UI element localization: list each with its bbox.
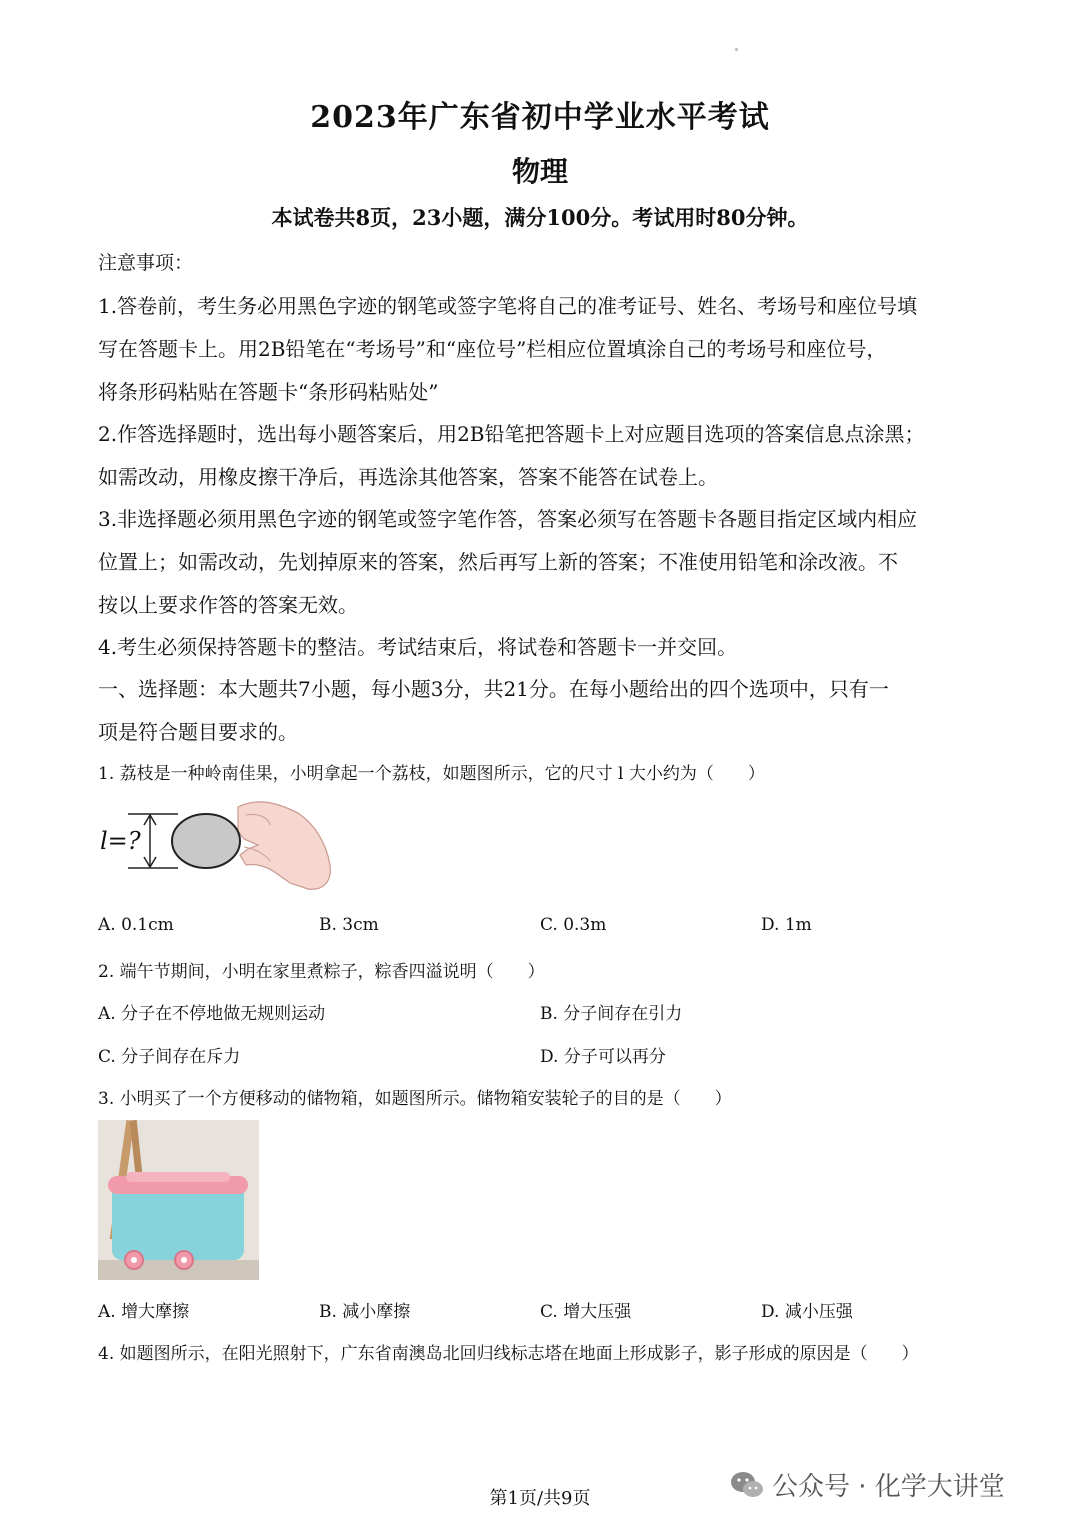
notice-line: 按以上要求作答的答案无效。: [98, 593, 358, 617]
watermark-text: 公众号 · 化学大讲堂: [772, 1472, 1005, 1502]
q2-option-c[interactable]: C. 分子间存在斥力: [98, 1047, 241, 1067]
section-heading-cont: 项是符合题目要求的。: [98, 720, 298, 744]
section-heading: 一、选择题：本大题共7小题，每小题3分，共21分。在每小题给出的四个选项中，只有一: [98, 677, 889, 701]
notice-line: 如需改动，用橡皮擦干净后，再选涂其他答案，答案不能答在试卷上。: [98, 465, 718, 489]
box-body: [112, 1184, 244, 1260]
notice-line: 1.答卷前，考生务必用黑色字迹的钢笔或签字笔将自己的准考证号、姓名、考场号和座位号填: [98, 294, 918, 318]
hand-illustration: [238, 802, 330, 889]
lychee-shape: [172, 814, 240, 868]
watermark: [730, 1466, 1005, 1503]
q3-option-d[interactable]: D. 减小压强: [761, 1302, 853, 1322]
q1-option-d[interactable]: D. 1m: [761, 915, 812, 935]
exam-info: 本试卷共8页，23小题，满分100分。考试用时80分钟。: [271, 205, 809, 230]
question-4-stem: 4. 如题图所示，在阳光照射下，广东省南澳岛北回归线标志塔在地面上形成影子，影子形成的原因是（ ）: [98, 1344, 919, 1364]
q2-option-b[interactable]: B. 分子间存在引力: [540, 1004, 683, 1024]
notice-line: 写在答题卡上。用2B铅笔在“考场号”和“座位号”栏相应位置填涂自己的考场号和座位号，: [98, 337, 887, 361]
question-1-stem: 1. 荔枝是一种岭南佳果，小明拿起一个荔枝，如题图所示，它的尺寸 l 大小约为（ ）: [98, 764, 765, 784]
q1-option-a[interactable]: A. 0.1cm: [98, 915, 174, 935]
question-3-stem: 3. 小明买了一个方便移动的储物箱，如题图所示。储物箱安装轮子的目的是（ ）: [98, 1089, 732, 1109]
scan-speck: [735, 48, 738, 51]
notice-line: 位置上；如需改动，先划掉原来的答案，然后再写上新的答案；不准使用铅笔和涂改液。不: [98, 550, 898, 574]
q1-option-c[interactable]: C. 0.3m: [540, 915, 607, 935]
lychee-size-label: l=?: [100, 827, 141, 855]
q3-option-a[interactable]: A. 增大摩擦: [98, 1302, 190, 1322]
page-number: 第1页/共9页: [489, 1488, 591, 1509]
exam-title: 2023年广东省初中学业水平考试: [310, 100, 770, 135]
notice-line: 4.考生必须保持答题卡的整洁。考试结束后，将试卷和答题卡一并交回。: [98, 635, 738, 659]
exam-subject: 物理: [511, 155, 568, 188]
question-2-stem: 2. 端午节期间，小明在家里煮粽子，粽香四溢说明（ ）: [98, 962, 545, 982]
q1-option-b[interactable]: B. 3cm: [319, 915, 379, 935]
q3-option-c[interactable]: C. 增大压强: [540, 1302, 632, 1322]
q3-option-b[interactable]: B. 减小摩擦: [319, 1302, 411, 1322]
notice-line: 将条形码粘贴在答题卡“条形码粘贴处”: [98, 380, 439, 404]
wechat-icon: [730, 1470, 764, 1500]
notice-line: 2.作答选择题时，选出每小题答案后，用2B铅笔把答题卡上对应题目选项的答案信息点涂黑；: [98, 422, 925, 446]
notice-line: 3.非选择题必须用黑色字迹的钢笔或签字笔作答，答案必须写在答题卡各题目指定区域内相应: [98, 507, 918, 531]
q2-option-a[interactable]: A. 分子在不停地做无规则运动: [98, 1004, 326, 1024]
q2-option-d[interactable]: D. 分子可以再分: [540, 1047, 666, 1067]
storage-box-photo: [98, 1120, 259, 1280]
notice-heading: 注意事项：: [98, 252, 194, 274]
